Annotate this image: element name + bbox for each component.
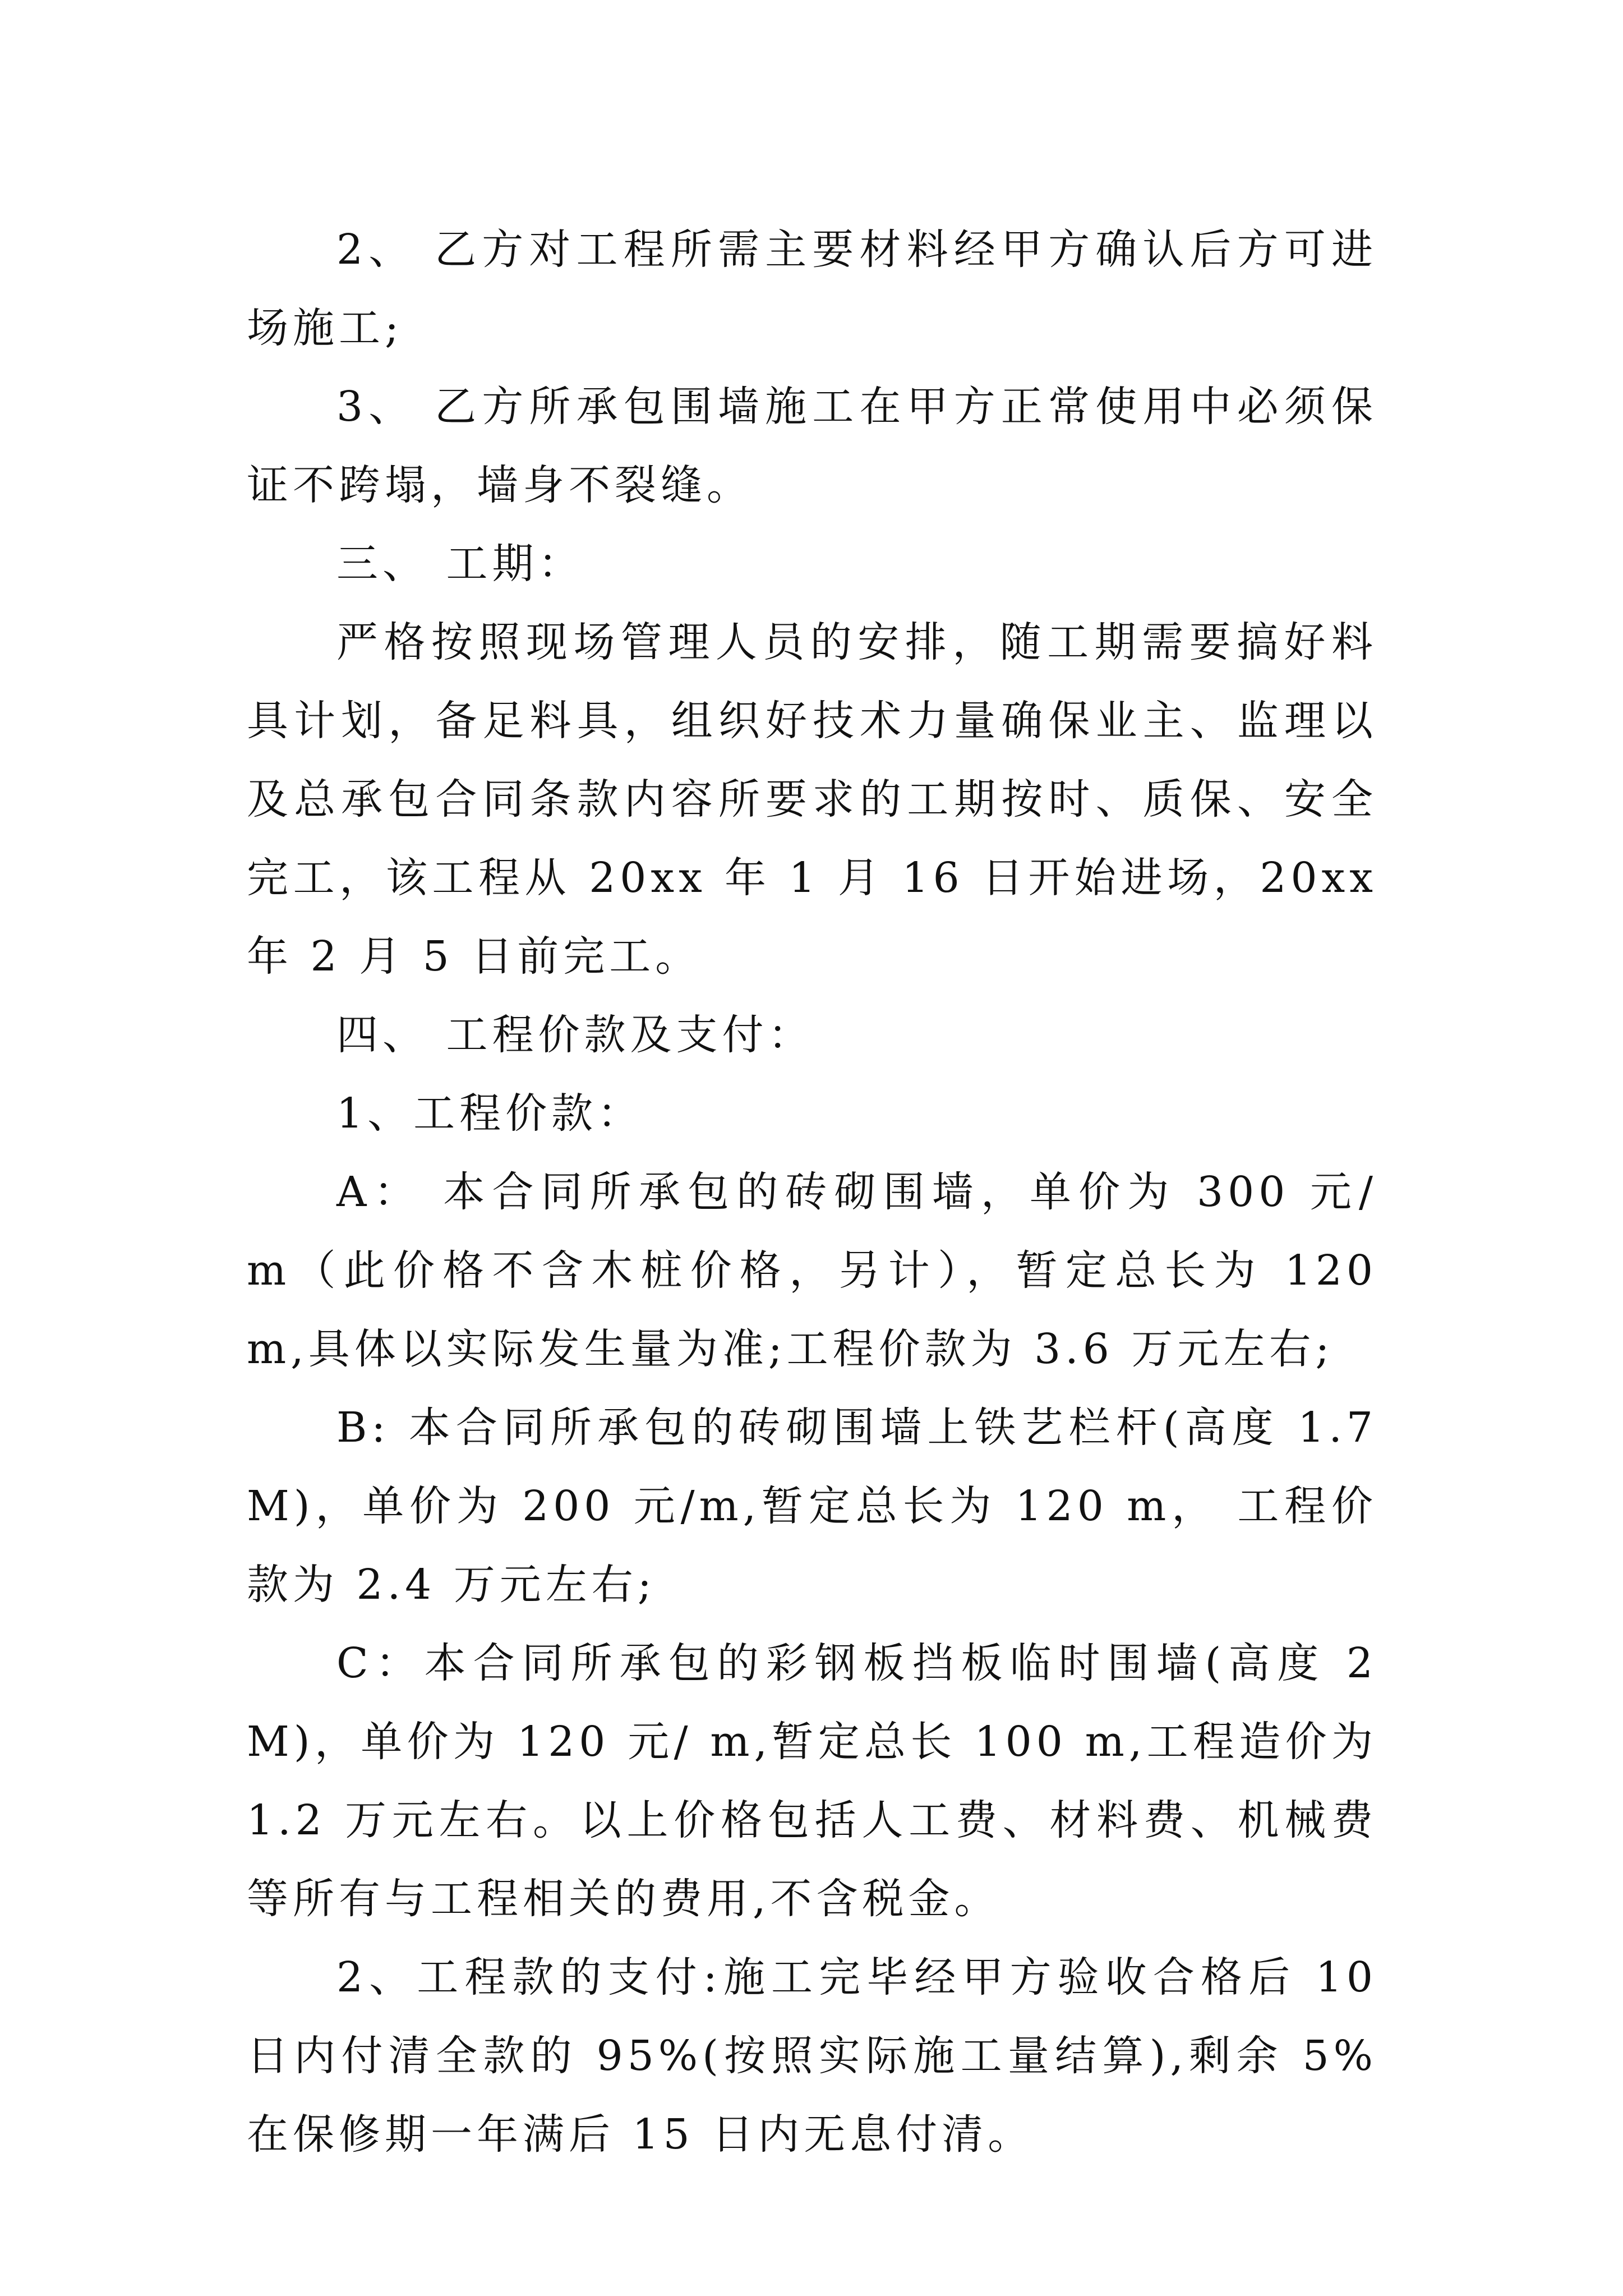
paragraph-schedule: 严格按照现场管理人员的安排，随工期需要搞好料具计划，备足料具，组织好技术力量确保业主、监理以及总承包合同条款内容所要求的工期按时、质保、安全完工，该工程从 20xx 年 1 月 16 日开始进场，20xx 年 2 月 5 日前完工。 [247, 618, 1377, 981]
paragraph-price-b: B: 本合同所承包的砖砌围墙上铁艺栏杆(高度 1.7M)，单价为 200 元/m,暂定总长为 120 m， 工程价款为 2.4 万元左右; [247, 1404, 1377, 1609]
paragraph-price-a: A： 本合同所承包的砖砌围墙，单价为 300 元/ m（此价格不含木桩价格，另计），暂定总长为 120 m,具体以实际发生量为准;工程价款为 3.6 万元左右; [247, 1168, 1377, 1373]
subheading-price: 1、工程价款： [336, 1089, 644, 1138]
document-body [247, 210, 1377, 2174]
paragraph-material-confirmation: 2、 乙方对工程所需主要材料经甲方确认后方可进场施工; [247, 226, 1377, 352]
paragraph-payment-terms: 2、工程款的支付:施工完毕经甲方验收合格后 10 日内付清全款的 95%(按照实际施工量结算),剩余 5%在保修期一年满后 15 日内无息付清。 [247, 1953, 1377, 2159]
section-heading-payment: 四、 工程价款及支付： [336, 1011, 814, 1059]
section-heading-schedule: 三、 工期： [336, 540, 584, 588]
paragraph-wall-quality: 3、 乙方所承包围墙施工在甲方正常使用中必须保证不跨塌，墙身不裂缝。 [247, 383, 1377, 509]
paragraph-price-c: C：本合同所承包的彩钢板挡板临时围墙(高度 2M)，单价为 120 元/ m,暂定总长 100 m,工程造价为 1.2 万元左右。以上价格包括人工费、材料费、机械费等所有与工程相关的费用,不含税金。 [247, 1639, 1377, 1923]
